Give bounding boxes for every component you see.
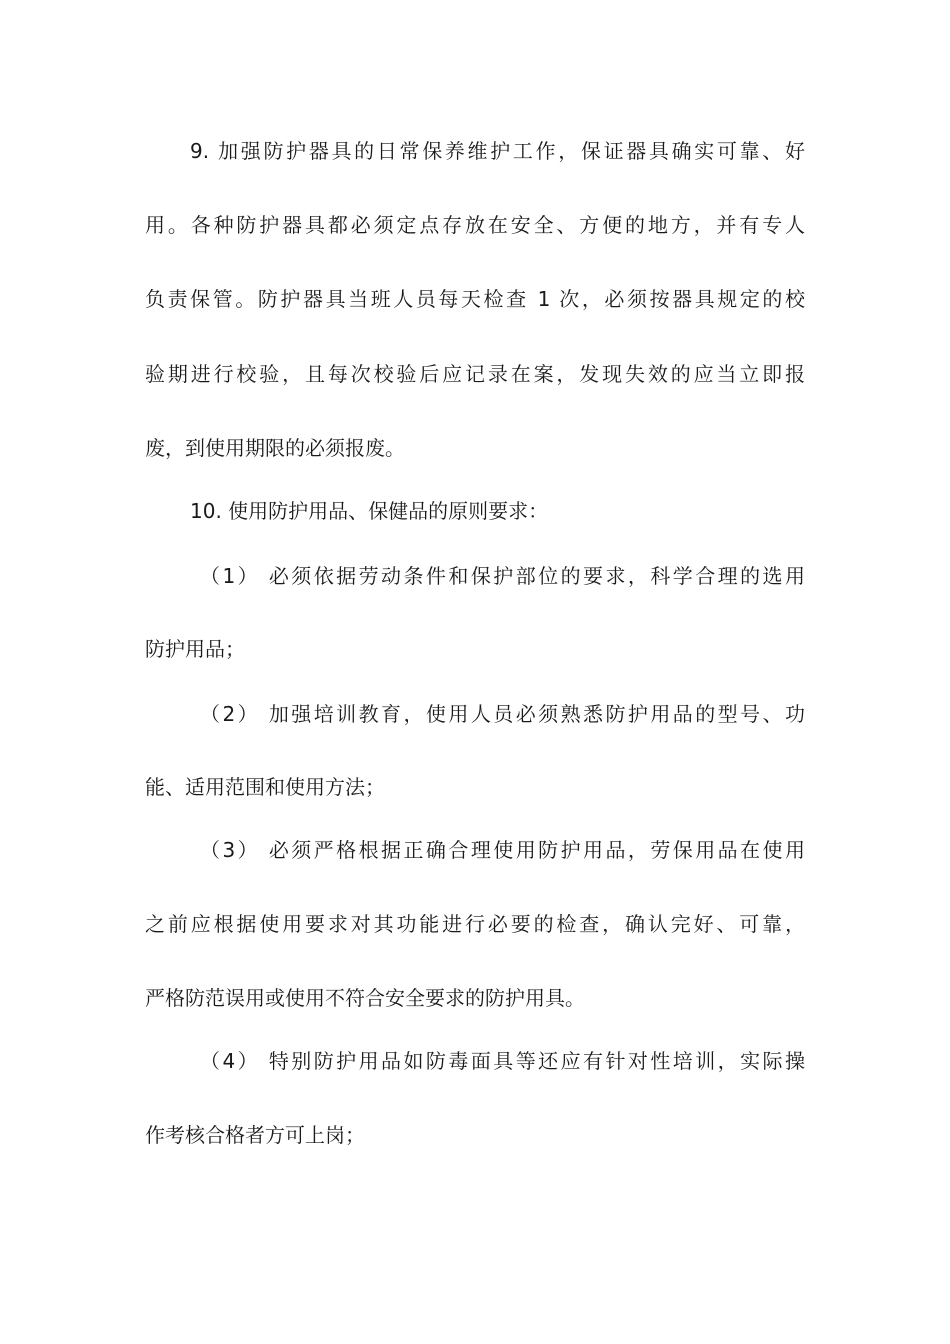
paragraph-9-line-2: 用。各种防护器具都必须定点存放在安全、方便的地方，并有专人 bbox=[145, 213, 805, 237]
paragraph-9-line-4: 验期进行校验，且每次校验后应记录在案，发现失效的应当立即报 bbox=[145, 362, 805, 386]
item-1-line-2: 防护用品； bbox=[145, 637, 245, 661]
item-1-line-1: （1） 必须依据劳动条件和保护部位的要求，科学合理的选用 bbox=[200, 564, 805, 588]
paragraph-9-line-1: 9. 加强防护器具的日常保养维护工作，保证器具确实可靠、好 bbox=[190, 139, 805, 163]
item-3-line-1: （3） 必须严格根据正确合理使用防护用品，劳保用品在使用 bbox=[200, 838, 805, 862]
item-4-line-1: （4） 特别防护用品如防毒面具等还应有针对性培训，实际操 bbox=[200, 1049, 805, 1073]
item-3-line-3: 严格防范误用或使用不符合安全要求的防护用具。 bbox=[145, 986, 585, 1010]
paragraph-9-line-3: 负责保管。防护器具当班人员每天检查 1 次，必须按器具规定的校 bbox=[145, 287, 805, 311]
item-2-line-1: （2） 加强培训教育，使用人员必须熟悉防护用品的型号、功 bbox=[200, 702, 805, 726]
paragraph-9-line-5: 废，到使用期限的必须报废。 bbox=[145, 436, 405, 460]
item-3-line-2: 之前应根据使用要求对其功能进行必要的检查，确认完好、可靠， bbox=[145, 912, 805, 936]
item-4-line-2: 作考核合格者方可上岗； bbox=[145, 1123, 365, 1147]
item-2-line-2: 能、适用范围和使用方法； bbox=[145, 775, 385, 799]
paragraph-10-heading: 10. 使用防护用品、保健品的原则要求： bbox=[190, 499, 549, 523]
